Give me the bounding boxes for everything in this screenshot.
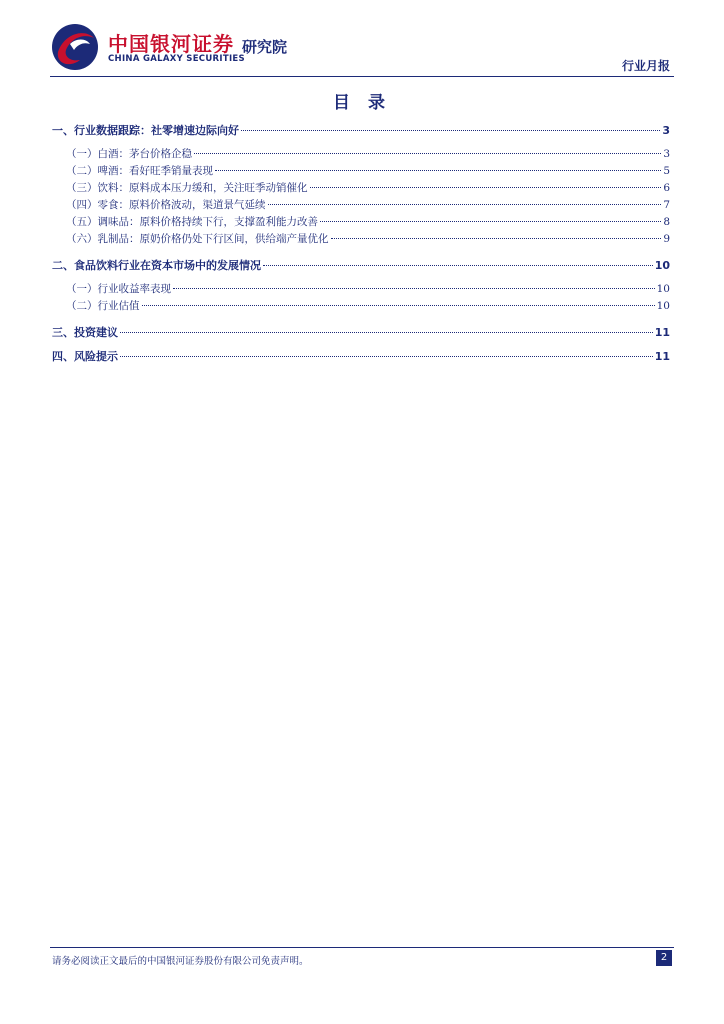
toc-entry-page: 7: [663, 199, 670, 211]
toc-leader-dots: [320, 221, 661, 222]
toc-leader-dots: [142, 305, 655, 306]
toc-leader-dots: [263, 265, 653, 266]
toc-entry-1-1[interactable]: [66, 146, 670, 162]
toc-entry-section-2[interactable]: [52, 257, 670, 273]
toc-title: 目 录: [333, 93, 391, 113]
toc-entry-page: 11: [654, 350, 670, 363]
toc-entry-label: （四）零食：原料价格波动，渠道景气延续: [66, 199, 266, 211]
brand-subtitle: 研究院: [242, 38, 288, 56]
toc-entry-1-4[interactable]: [66, 197, 670, 213]
brand-name-en: CHINA GALAXY SECURITIES: [108, 54, 245, 64]
toc-entry-1-6[interactable]: [66, 231, 670, 247]
toc-entry-page: 3: [662, 124, 670, 137]
toc-entry-1-5[interactable]: [66, 214, 670, 230]
footer-disclaimer: 请务必阅读正文最后的中国银河证券股份有限公司免责声明。: [52, 956, 309, 967]
galaxy-logo-icon: [50, 22, 100, 72]
toc-leader-dots: [173, 288, 655, 289]
toc-leader-dots: [194, 153, 661, 154]
toc-leader-dots: [331, 238, 662, 239]
toc-entry-label: （二）行业估值: [66, 300, 140, 312]
toc-entry-page: 9: [663, 233, 670, 245]
toc-entry-label: 三、投资建议: [52, 326, 118, 339]
toc-entry-page: 10: [656, 300, 670, 312]
page-number: 2: [656, 950, 672, 966]
toc-entry-label: （一）行业收益率表现: [66, 283, 171, 295]
toc-entry-label: 四、风险提示: [52, 350, 118, 363]
report-type-label: 行业月报: [621, 59, 670, 73]
toc-entry-page: 5: [663, 165, 670, 177]
toc-entry-2-2[interactable]: [66, 298, 670, 314]
toc-leader-dots: [120, 332, 653, 333]
toc-entry-label: （二）啤酒：看好旺季销量表现: [66, 165, 213, 177]
toc-leader-dots: [241, 130, 660, 131]
toc-entry-1-3[interactable]: [66, 180, 670, 196]
toc-entry-page: 6: [663, 182, 670, 194]
toc-entry-page: 10: [654, 259, 670, 272]
toc-leader-dots: [268, 204, 662, 205]
toc-entry-1-2[interactable]: [66, 163, 670, 179]
toc-leader-dots: [310, 187, 662, 188]
toc-entry-section-4[interactable]: [52, 348, 670, 364]
page-header: [0, 0, 724, 80]
toc-entry-page: 10: [656, 283, 670, 295]
toc-entry-page: 3: [663, 148, 670, 160]
toc-entry-label: （一）白酒：茅台价格企稳: [66, 148, 192, 160]
toc-entry-section-3[interactable]: [52, 324, 670, 340]
toc-entry-label: 二、食品饮料行业在资本市场中的发展情况: [52, 259, 261, 272]
toc-entry-label: 一、行业数据跟踪：社零增速边际向好: [52, 124, 239, 137]
footer-divider: [50, 947, 674, 948]
toc-entry-page: 11: [654, 326, 670, 339]
toc-entry-page: 8: [663, 216, 670, 228]
toc-leader-dots: [120, 356, 653, 357]
header-divider: [50, 76, 674, 77]
toc-entry-2-1[interactable]: [66, 281, 670, 297]
toc-entry-label: （六）乳制品：原奶价格仍处下行区间，供给端产量优化: [66, 233, 329, 245]
toc-entry-section-1[interactable]: [52, 122, 670, 138]
toc-entry-label: （五）调味品：原料价格持续下行，支撑盈利能力改善: [66, 216, 318, 228]
brand-name-cn: 中国银河证券: [108, 32, 234, 56]
toc-leader-dots: [215, 170, 661, 171]
toc-entry-label: （三）饮料：原料成本压力缓和，关注旺季动销催化: [66, 182, 308, 194]
